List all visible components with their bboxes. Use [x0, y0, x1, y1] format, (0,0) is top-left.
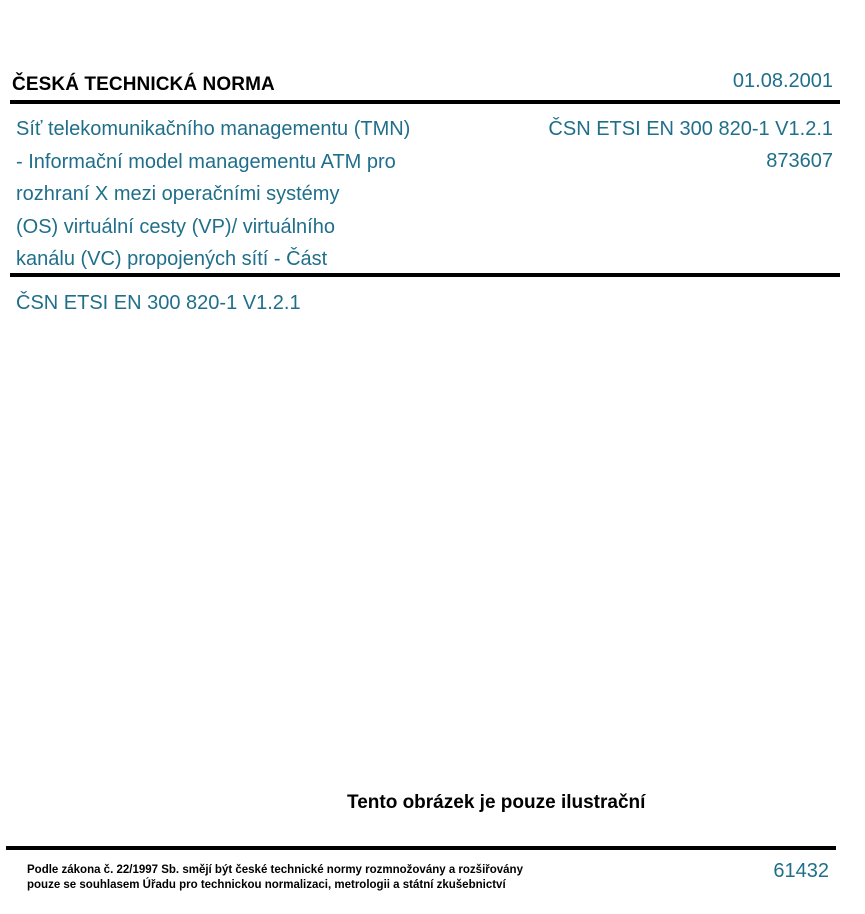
title-divider [10, 273, 840, 277]
footer-document-number: 61432 [773, 860, 829, 882]
legal-notice [27, 863, 523, 893]
document-type-heading: ČESKÁ TECHNICKÁ NORMA [12, 74, 275, 95]
illustration-disclaimer: Tento obrázek je pouze ilustrační [347, 792, 646, 813]
standard-title-line: - Informační model managementu ATM pro [16, 150, 396, 173]
standard-title-line: (OS) virtuální cesty (VP)/ virtuálního [16, 215, 335, 238]
standard-title-line: rozhraní X mezi operačními systémy [16, 183, 340, 205]
legal-notice-line: Podle zákona č. 22/1997 Sb. smějí být české technické normy rozmnožovány a rozšiřovány [27, 864, 523, 876]
standard-title-line: kanálu (VC) propojených sítí - Část [16, 248, 328, 270]
footer-divider [6, 846, 836, 850]
legal-notice-line: pouze se souhlasem Úřadu pro technickou normalizaci, metrologii a státní zkušebnictví [27, 879, 506, 891]
publication-date: 01.08.2001 [732, 70, 833, 92]
standard-title [16, 113, 486, 276]
standard-designation-repeat: ČSN ETSI EN 300 820-1 V1.2.1 [16, 292, 301, 314]
standard-title-line: Síť telekomunikačního managementu (TMN) [16, 118, 411, 140]
standard-designation: ČSN ETSI EN 300 820-1 V1.2.1 [548, 118, 833, 140]
header-divider [10, 100, 840, 104]
catalog-number: 873607 [766, 150, 833, 172]
